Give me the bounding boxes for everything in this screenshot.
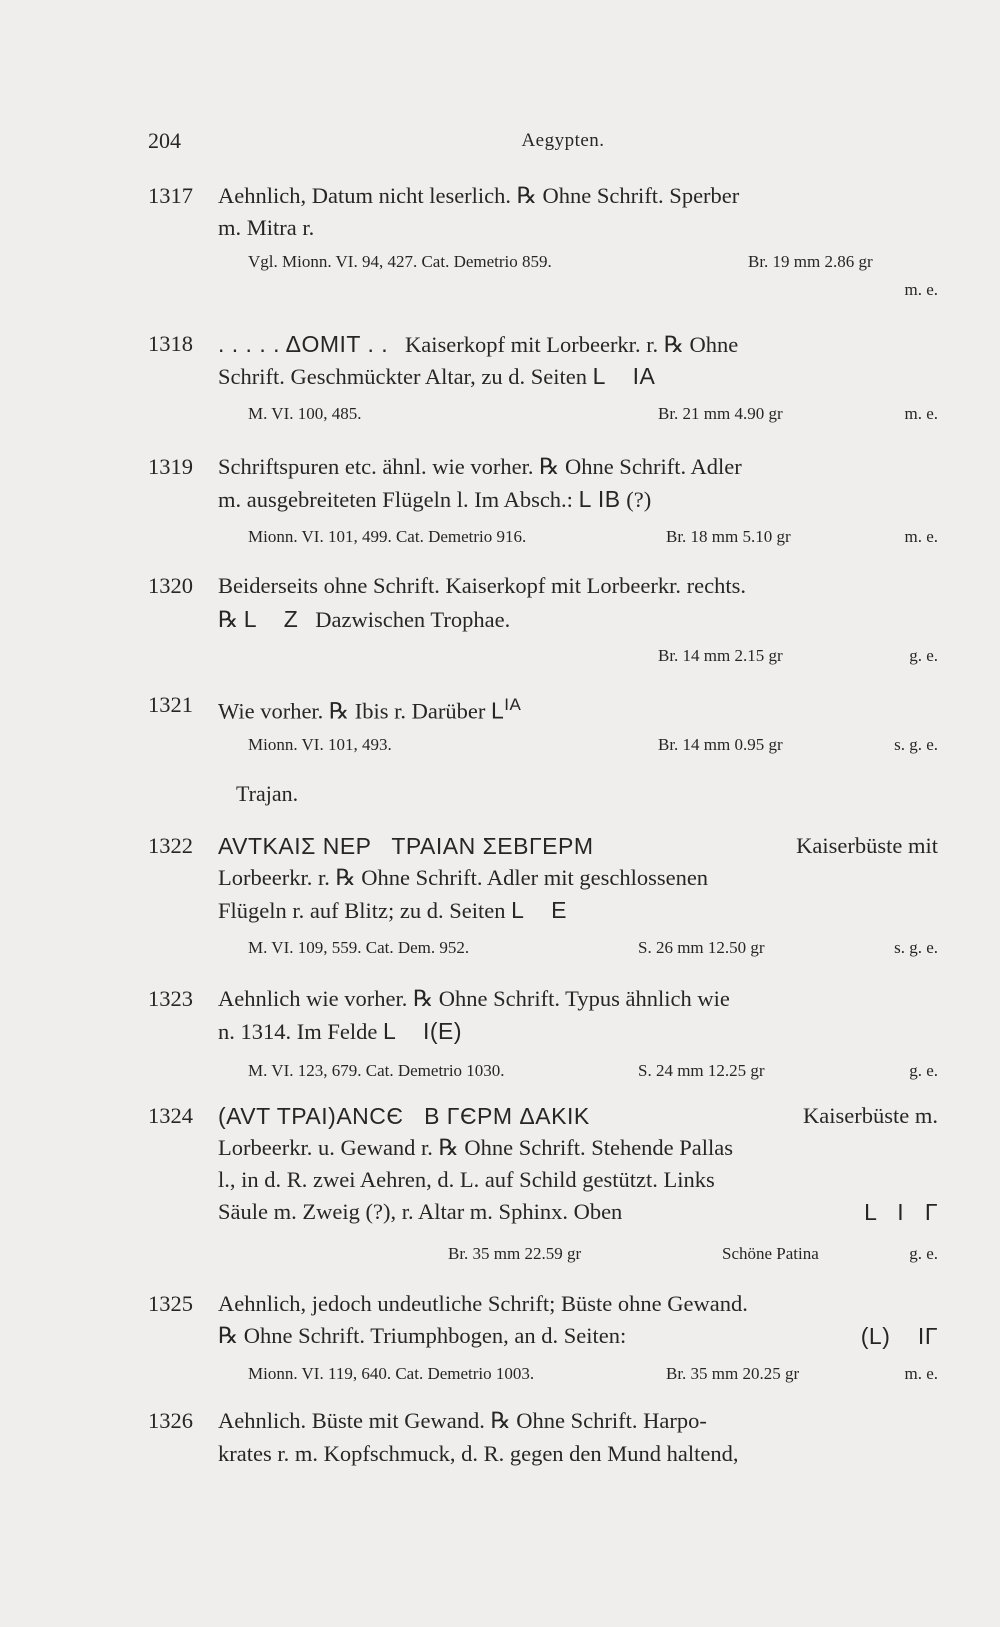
entry-text: krates r. m. Kopfschmuck, d. R. gegen den Mund haltend,	[218, 1441, 739, 1466]
coin-legend: (AVT TPAI)ANCЄ B ΓЄPM ΔΑΚΙΚ	[218, 1103, 590, 1129]
entry-text: Beiderseits ohne Schrift. Kaiserkopf mit Lorbeerkr. rechts.	[218, 573, 746, 598]
entry-reference	[248, 729, 938, 761]
field-inscription: L IA	[592, 363, 656, 389]
entry-text: n. 1314. Im Felde	[218, 1019, 378, 1044]
entry-text-tail: Dazwischen Trophae.	[315, 607, 511, 632]
entry-line	[218, 603, 938, 636]
entry-line	[218, 689, 938, 728]
entry-line	[218, 894, 938, 927]
field-inscription: L	[490, 697, 505, 724]
entry-number: 1321	[148, 692, 193, 717]
coin-grade: g. e.	[909, 1061, 938, 1080]
entry-reference	[248, 398, 938, 430]
entry-text: Schriftspuren etc. ähnl. wie vorher. ℞ Ohne Schrift. Adler	[218, 454, 742, 479]
entry-number: 1325	[148, 1291, 193, 1316]
coin-size-weight: Br. 21 mm 4.90 gr	[658, 404, 783, 423]
entry-number: 1317	[148, 183, 193, 208]
entry-number: 1318	[148, 331, 193, 356]
reference-text: M. VI. 123, 679. Cat. Demetrio 1030.	[248, 1061, 505, 1080]
coin-legend: AVTKAIΣ NEP TPAIAN ΣEBΓEPM	[218, 833, 594, 859]
reference-text: M. VI. 109, 559. Cat. Dem. 952.	[248, 938, 470, 957]
entry-reference	[248, 932, 938, 964]
coin-grade: g. e.	[909, 1244, 938, 1263]
entry-line	[218, 328, 938, 361]
entry-text: Schrift. Geschmückter Altar, zu d. Seiten	[218, 364, 587, 389]
entry-line	[218, 483, 938, 516]
entry-line	[218, 1015, 938, 1048]
reverse-symbol: ℞	[218, 607, 239, 632]
entry-text: Lorbeerkr. u. Gewand r. ℞ Ohne Schrift. Stehende Pallas	[218, 1135, 734, 1160]
entry-text: l., in d. R. zwei Aehren, d. L. auf Schild gestützt. Links	[218, 1167, 715, 1192]
entry-number: 1319	[148, 454, 193, 479]
entry-text: Säule m. Zweig (?), r. Altar m. Sphinx. Oben	[218, 1199, 623, 1224]
coin-grade: m. e.	[904, 527, 938, 546]
running-title: Aegypten.	[521, 130, 605, 151]
coin-size-weight: Br. 35 mm 20.25 gr	[666, 1364, 800, 1383]
coin-size-weight: Br. 35 mm 22.59 gr	[448, 1244, 582, 1263]
coin-grade: m. e.	[904, 1364, 938, 1383]
entry-text: Aehnlich. Büste mit Gewand. ℞ Ohne Schrift. Harpo-	[218, 1408, 707, 1433]
entry-text: Aehnlich, Datum nicht leserlich. ℞ Ohne Schrift. Sperber	[218, 183, 740, 208]
field-inscription: L E	[511, 897, 567, 923]
field-inscription: L Z	[243, 606, 299, 632]
entry-line	[218, 1100, 938, 1133]
section-heading: Trajan.	[236, 781, 299, 806]
entry-number: 1324	[148, 1103, 193, 1128]
coin-size-weight: Br. 19 mm 2.86 gr	[748, 252, 873, 271]
page-header	[148, 128, 938, 160]
entry-text: Aehnlich wie vorher. ℞ Ohne Schrift. Typus ähnlich wie	[218, 986, 730, 1011]
coin-size-weight: Br. 18 mm 5.10 gr	[666, 527, 791, 546]
entry-text: Wie vorher. ℞ Ibis r. Darüber	[218, 698, 486, 724]
field-inscription-superscript: IA	[504, 695, 522, 714]
entry-number: 1322	[148, 833, 193, 858]
entry-text: Flügeln r. auf Blitz; zu d. Seiten	[218, 898, 506, 923]
entry-number: 1323	[148, 986, 193, 1011]
entry-reference	[248, 1358, 938, 1390]
entry-reference	[248, 521, 938, 553]
field-inscription: (L) IΓ	[860, 1323, 938, 1349]
entry-text: m. Mitra r.	[218, 215, 315, 240]
reference-text: M. VI. 100, 485.	[248, 404, 362, 423]
entry-text: Kaiserbüste mit	[796, 833, 938, 858]
field-inscription: L I Γ	[864, 1199, 938, 1225]
coin-size-weight: S. 24 mm 12.25 gr	[638, 1061, 765, 1080]
entry-text: Kaiserbüste m.	[803, 1103, 938, 1128]
entry-text: ℞ Ohne Schrift. Triumphbogen, an d. Seiten:	[218, 1323, 627, 1348]
entry-text: Kaiserkopf mit Lorbeerkr. r. ℞ Ohne	[405, 332, 739, 357]
entry-text: Aehnlich, jedoch undeutliche Schrift; Büste ohne Gewand.	[218, 1291, 748, 1316]
reference-text: Vgl. Mionn. VI. 94, 427. Cat. Demetrio 859.	[248, 252, 552, 271]
page-number: 204	[148, 128, 181, 153]
coin-grade: s. g. e.	[894, 735, 938, 754]
entry-reference	[248, 246, 938, 278]
coin-grade: m. e.	[904, 280, 938, 299]
reference-text: Mionn. VI. 101, 493.	[248, 735, 392, 754]
entry-line	[218, 1196, 938, 1228]
coin-grade: g. e.	[909, 646, 938, 665]
coin-size-weight: Br. 14 mm 0.95 gr	[658, 735, 783, 754]
exergue-inscription: L IB	[578, 486, 621, 512]
coin-legend: . . . . . ΔOMIT . .	[218, 331, 389, 357]
entry-line	[218, 360, 938, 393]
entry-number: 1326	[148, 1408, 193, 1433]
coin-grade: m. e.	[904, 404, 938, 423]
coin-patina-note: Schöne Patina	[722, 1244, 819, 1263]
entry-text-tail: (?)	[626, 487, 652, 512]
field-inscription: L I(E)	[382, 1018, 463, 1044]
coin-grade: s. g. e.	[894, 938, 938, 957]
entry-line	[218, 830, 938, 863]
reference-text: Mionn. VI. 119, 640. Cat. Demetrio 1003.	[248, 1364, 535, 1383]
entry-text: Lorbeerkr. r. ℞ Ohne Schrift. Adler mit geschlossenen	[218, 865, 709, 890]
entry-text: m. ausgebreiteten Flügeln l. Im Absch.:	[218, 487, 573, 512]
coin-size-weight: Br. 14 mm 2.15 gr	[658, 646, 783, 665]
entry-number: 1320	[148, 573, 193, 598]
entry-line	[218, 1320, 938, 1352]
entry-reference	[248, 1055, 938, 1087]
reference-text: Mionn. VI. 101, 499. Cat. Demetrio 916.	[248, 527, 527, 546]
coin-size-weight: S. 26 mm 12.50 gr	[638, 938, 765, 957]
